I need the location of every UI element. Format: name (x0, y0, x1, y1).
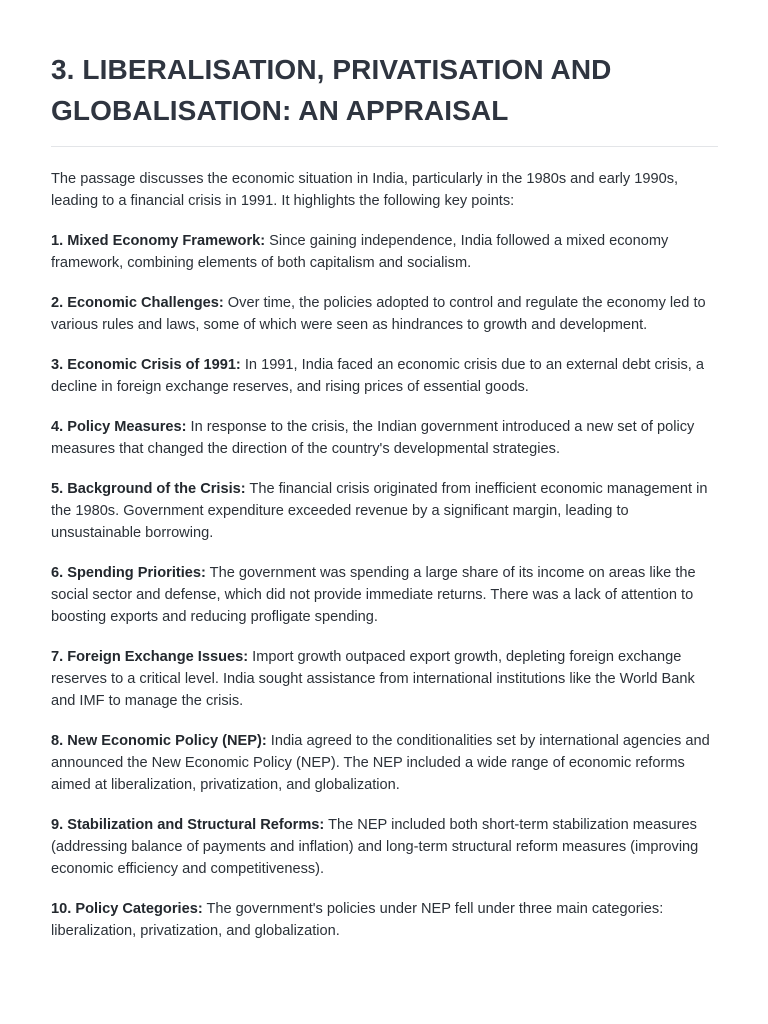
key-point (51, 354, 713, 398)
key-point (51, 814, 713, 880)
key-point-heading: 3. Economic Crisis of 1991: (51, 357, 241, 373)
page-title: 3. LIBERALISATION, PRIVATISATION AND GLOBALISATION: AN APPRAISAL (51, 54, 612, 126)
key-point-heading: 4. Policy Measures: (51, 419, 187, 435)
key-point-text: Import growth outpaced export growth, depleting foreign exchange reserves to a critical level. India sought assistance from international institutions like the World Bank and IMF to manage the crisis. (51, 649, 695, 709)
key-point-text: The government's policies under NEP fell under three main categories: liberalization, privatization, and globalization. (51, 901, 664, 939)
key-point-text: In response to the crisis, the Indian government introduced a new set of policy measures that changed the direction of the country's developmental strategies. (51, 419, 695, 457)
key-point-text: The government was spending a large share of its income on areas like the social sector and defense, which did not provide immediate returns. There was a lack of attention to boosting exports and reducing profligate spending. (51, 565, 696, 625)
key-point-heading: 10. Policy Categories: (51, 901, 203, 917)
key-point (51, 562, 713, 628)
key-point (51, 478, 713, 544)
key-point-text: India agreed to the conditionalities set by international agencies and announced the New Economic Policy (NEP). The NEP included a wide range of economic reforms aimed at liberalization, privatization, and globalization. (51, 733, 710, 793)
key-point-heading: 8. New Economic Policy (NEP): (51, 733, 267, 749)
key-point-heading: 9. Stabilization and Structural Reforms: (51, 817, 325, 833)
key-point (51, 646, 713, 712)
key-point-text: Since gaining independence, India followed a mixed economy framework, combining elements of both capitalism and socialism. (51, 233, 669, 271)
key-point (51, 416, 713, 460)
key-point (51, 292, 713, 336)
key-point-heading: 2. Economic Challenges: (51, 295, 224, 311)
key-point (51, 898, 713, 942)
key-point-text: In 1991, India faced an economic crisis due to an external debt crisis, a decline in foreign exchange reserves, and rising prices of essential goods. (51, 357, 705, 395)
key-point-text: The NEP included both short-term stabilization measures (addressing balance of payments and inflation) and long-term structural reform measures (improving economic efficiency and competitiveness). (51, 817, 699, 877)
title-divider (51, 146, 718, 147)
key-point-heading: 5. Background of the Crisis: (51, 481, 246, 497)
key-point-heading: 6. Spending Priorities: (51, 565, 206, 581)
key-point-text: The financial crisis originated from inefficient economic management in the 1980s. Government expenditure exceeded revenue by a significant margin, leading to unsustainable borrowing. (51, 481, 708, 541)
intro-paragraph: The passage discusses the economic situation in India, particularly in the 1980s and early 1990s, leading to a financial crisis in 1991. It highlights the following key points: (51, 171, 679, 209)
key-point (51, 230, 713, 274)
key-point-heading: 1. Mixed Economy Framework: (51, 233, 266, 249)
key-point (51, 730, 713, 796)
key-point-heading: 7. Foreign Exchange Issues: (51, 649, 249, 665)
key-point-text: Over time, the policies adopted to control and regulate the economy led to various rules and laws, some of which were seen as hindrances to growth and development. (51, 295, 706, 333)
